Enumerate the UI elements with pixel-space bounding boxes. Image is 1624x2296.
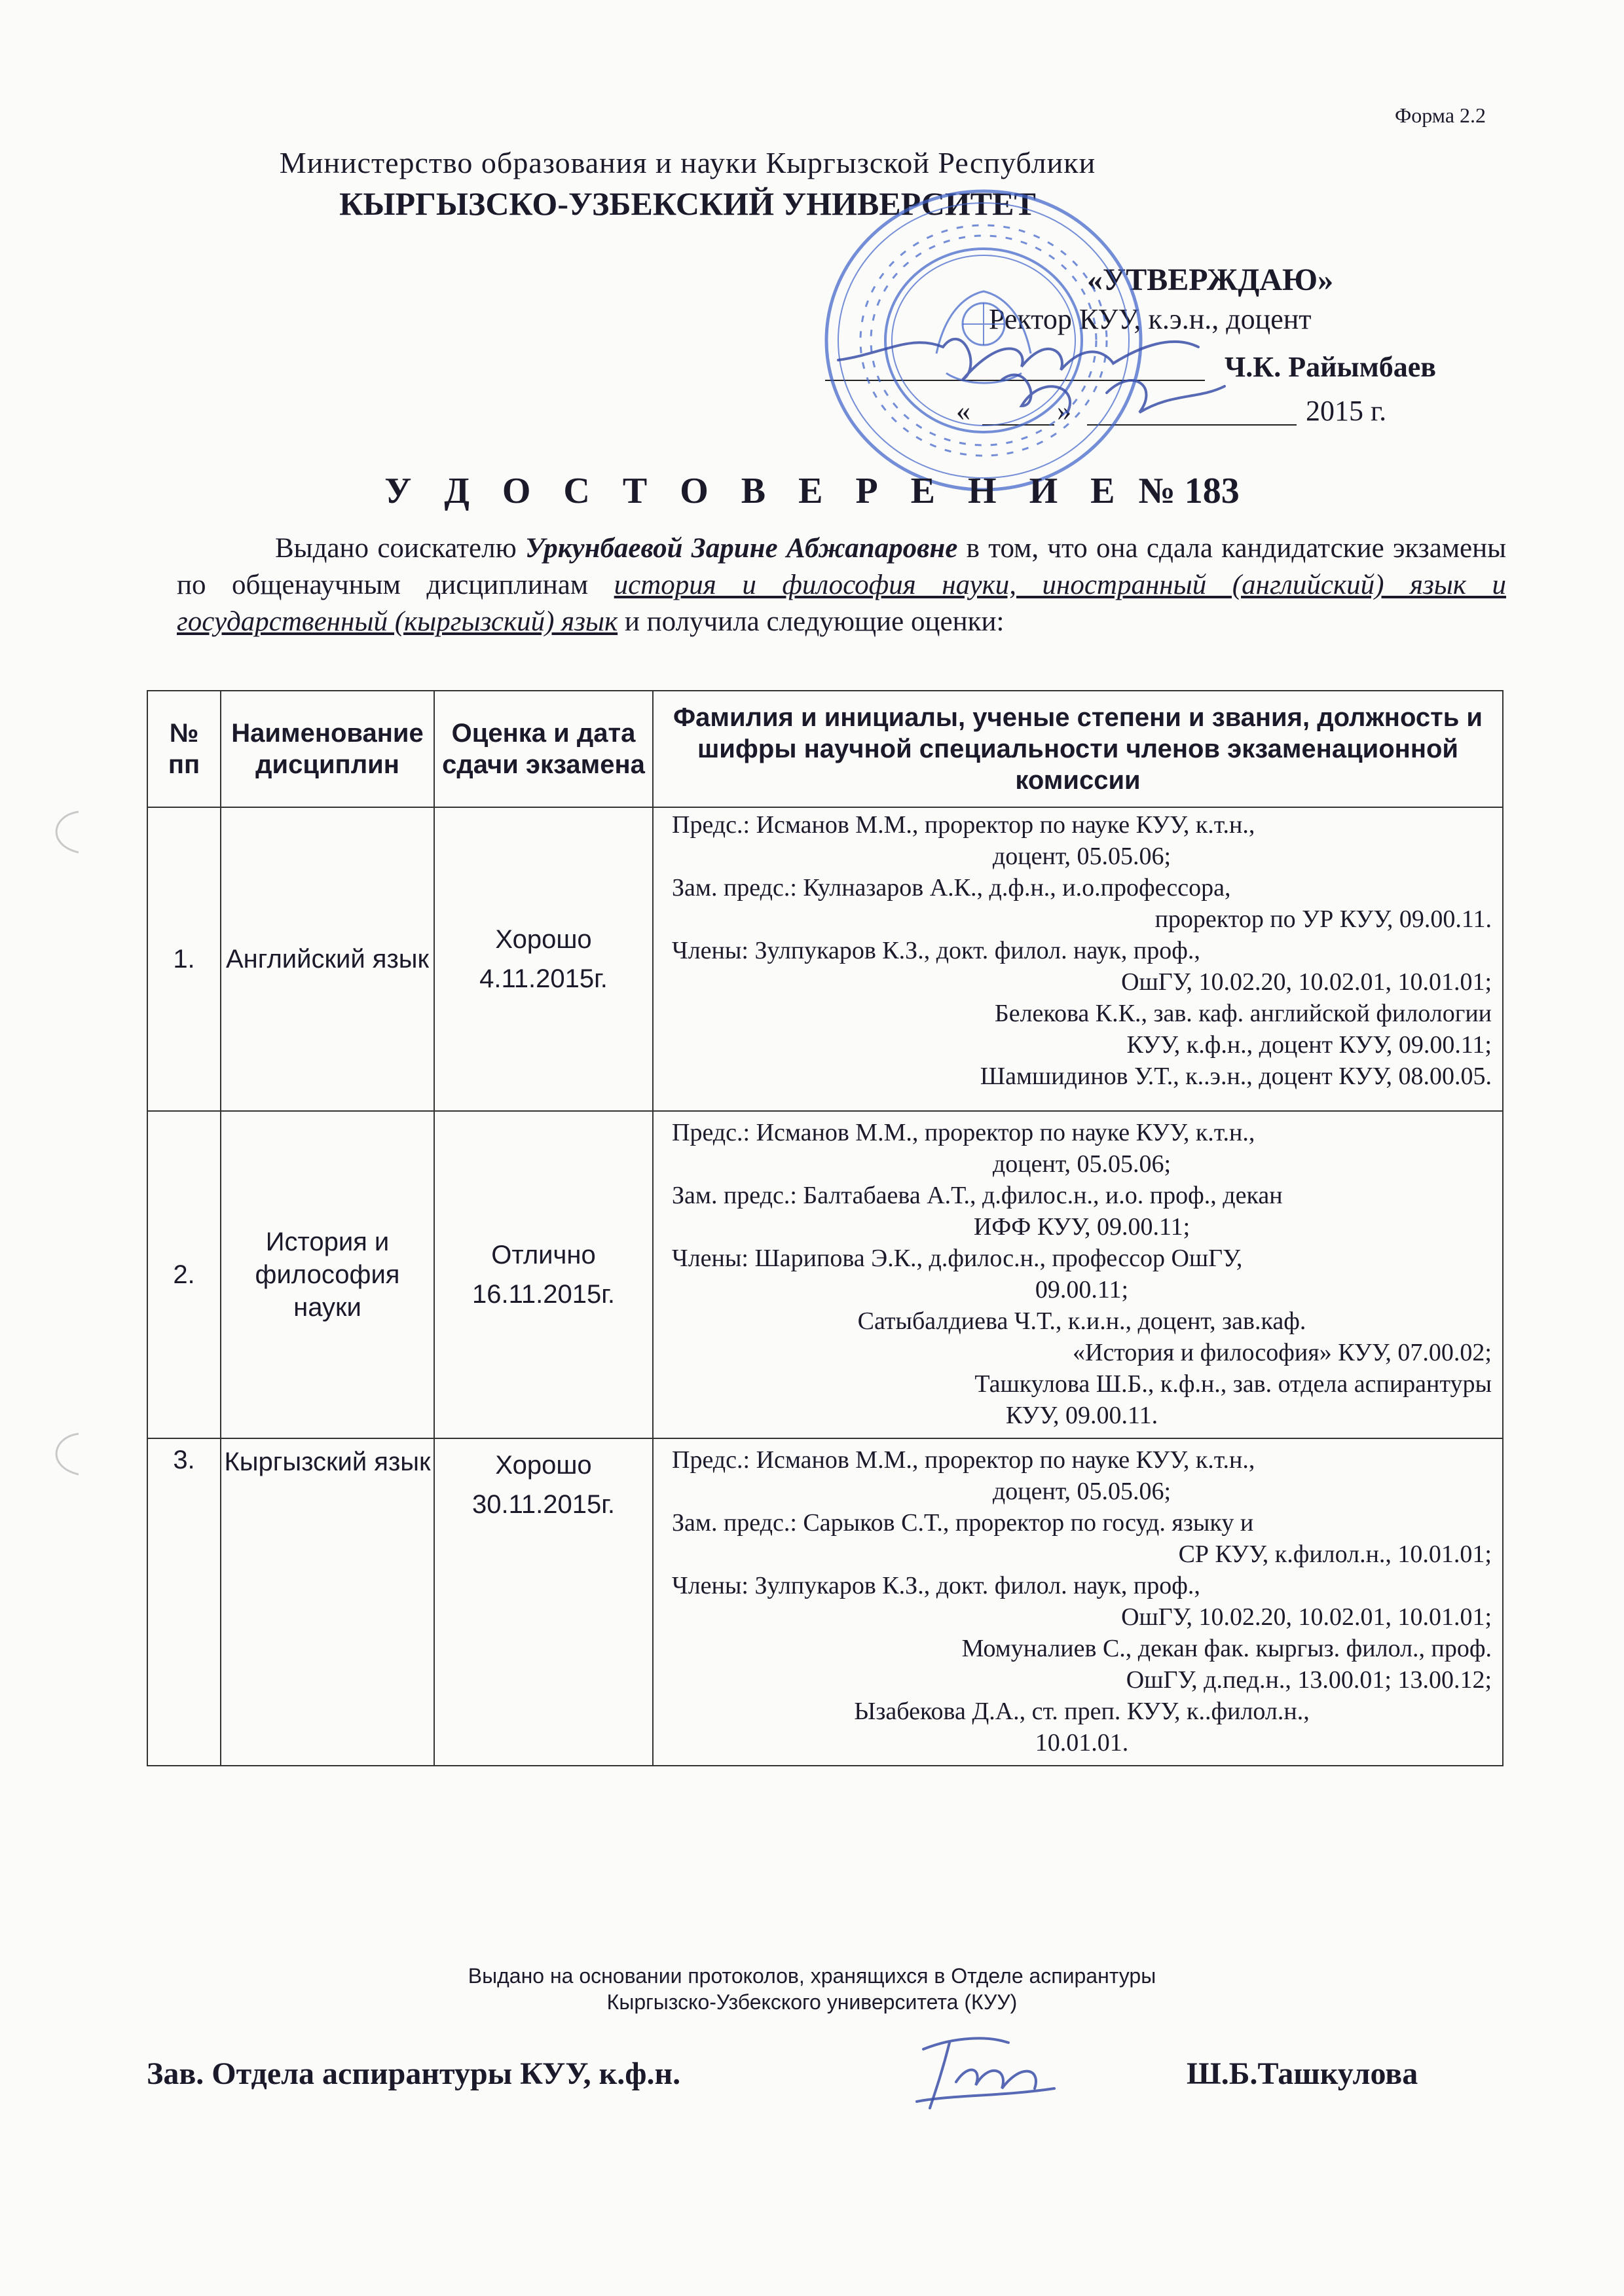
approve-label: «УТВЕРЖДАЮ» (1087, 263, 1334, 297)
intro-text: и получила следующие оценки: (618, 606, 1005, 637)
commission-line: доцент, 05.05.06; (992, 843, 1172, 870)
header-commission: Фамилия и инициалы, ученые степени и звания, должность и шифры научной специальности членов экзаменационной комиссии (653, 691, 1503, 807)
commission-line: Члены: Зулпукаров К.З., докт. филол. наук, проф., (672, 1572, 1200, 1599)
commission-line: Шамшидинов У.Т., к..э.н., доцент КУУ, 08.00.05. (980, 1063, 1492, 1090)
exam-date: 16.11.2015г. (471, 1280, 616, 1309)
commission-line: Ызабекова Д.А., ст. преп. КУУ, к..филол.н., (854, 1698, 1310, 1725)
certificate-title (0, 470, 1624, 512)
rector-title: Ректор КУУ, к.э.н., доцент (989, 303, 1312, 335)
date-close-quote: » (1057, 395, 1071, 427)
commission-line: Сатыбалдиева Ч.Т., к.и.н., доцент, зав.каф. (857, 1307, 1306, 1335)
candidate-name: Уркунбаевой Зарине Абжапаровне (525, 533, 958, 564)
grade-cell (434, 1438, 653, 1766)
form-number: Форма 2.2 (1395, 103, 1486, 127)
commission-line: СР КУУ, к.филол.н., 10.01.01; (1178, 1540, 1492, 1568)
rector-name: Ч.К. Райымбаев (1225, 351, 1437, 383)
table-row (147, 1438, 1503, 1766)
punch-hole-icon (39, 1427, 85, 1480)
footer-note-line1: Выдано на основании протоколов, хранящихся в Отделе аспирантуры (468, 1964, 1156, 1988)
commission-line: Предс.: Исманов М.М., проректор по науке КУУ, к.т.н., (672, 1446, 1255, 1474)
commission-cell (653, 1111, 1503, 1438)
footer-note-line2: Кыргызско-Узбекского университета (КУУ) (606, 1990, 1018, 2014)
intro-text: Выдано соискателю (275, 533, 526, 564)
table-header-row (147, 691, 1503, 807)
header-num: № пп (147, 691, 221, 807)
grade-cell (434, 807, 653, 1111)
certificate-title-text: У Д О С Т О В Е Р Е Н И Е (384, 471, 1127, 511)
punch-hole-icon (39, 805, 85, 858)
commission-line: КУУ, к.ф.н., доцент КУУ, 09.00.11; (1126, 1031, 1492, 1059)
date-open-quote: « (956, 395, 970, 427)
intro-text: в том, что она сдала кандидатские экзамены по общенаучным дисциплинам (177, 533, 1507, 600)
commission-line: ОшГУ, 10.02.20, 10.02.01, 10.01.01; (1121, 968, 1492, 996)
table-row (147, 1111, 1503, 1438)
commission-cell (653, 807, 1503, 1111)
disciplines-list: история и философия науки, иностранный (английский) язык и государственный (кыргызский) язык (177, 570, 1507, 637)
date-month-field (1087, 392, 1297, 426)
commission-line: 09.00.11; (1035, 1276, 1129, 1303)
table-row (147, 807, 1503, 1111)
commission-line: Зам. предс.: Балтабаева А.Т., д.филос.н., и.о. проф., декан (672, 1182, 1283, 1209)
commission-line: ИФФ КУУ, 09.00.11; (973, 1213, 1190, 1241)
grade-value: Отлично (491, 1241, 596, 1269)
commission-line: Белекова К.К., зав. каф. английской филологии (994, 1000, 1492, 1027)
commission-line: ОшГУ, 10.02.20, 10.02.01, 10.01.01; (1121, 1603, 1492, 1631)
discipline-cell (221, 1438, 434, 1766)
head-name: Ш.Б.Ташкулова (1187, 2056, 1418, 2091)
commission-cell (653, 1438, 1503, 1766)
commission-line: Момуналиев С., декан фак. кыргыз. филол., проф. (961, 1635, 1492, 1662)
head-title: Зав. Отдела аспирантуры КУУ, к.ф.н. (147, 2056, 681, 2091)
exam-date: 4.11.2015г. (479, 964, 608, 993)
row-number: 1. (147, 807, 221, 1111)
discipline-name: Английский язык (225, 945, 430, 974)
commission-line: ОшГУ, д.пед.н., 13.00.01; 13.00.12; (1126, 1666, 1492, 1694)
grades-table (147, 690, 1504, 1766)
commission-line: Зам. предс.: Кулназаров А.К., д.ф.н., и.о.профессора, (672, 874, 1231, 902)
commission-line: проректор по УР КУУ, 09.00.11. (1154, 905, 1492, 933)
ministry-name: Министерство образования и науки Кыргызской Республики (279, 146, 1096, 179)
commission-line: 10.01.01. (1035, 1729, 1129, 1757)
commission-line: Зам. предс.: Сарыков С.Т., проректор по госуд. языку и (672, 1509, 1254, 1537)
commission-line: Предс.: Исманов М.М., проректор по науке КУУ, к.т.н., (672, 1119, 1255, 1146)
grade-value: Хорошо (495, 1451, 592, 1480)
discipline-cell (221, 807, 434, 1111)
exam-date: 30.11.2015г. (471, 1490, 616, 1519)
commission-line: доцент, 05.05.06; (992, 1150, 1172, 1178)
date-day-field (982, 392, 1054, 426)
signature-icon (910, 2023, 1061, 2115)
commission-line: доцент, 05.05.06; (992, 1478, 1172, 1505)
row-number: 2. (147, 1111, 221, 1438)
header-grade: Оценка и дата сдачи экзамена (434, 691, 653, 807)
grade-value: Хорошо (495, 925, 592, 954)
date-year: 2015 г. (1306, 395, 1387, 427)
discipline-cell (221, 1111, 434, 1438)
certificate-number: № 183 (1138, 471, 1240, 511)
commission-line: Предс.: Исманов М.М., проректор по науке КУУ, к.т.н., (672, 811, 1255, 839)
discipline-name: Кыргызский язык (224, 1448, 431, 1476)
grade-cell (434, 1111, 653, 1438)
commission-line: КУУ, 09.00.11. (1005, 1402, 1158, 1429)
commission-line: Члены: Шарипова Э.К., д.филос.н., профессор ОшГУ, (672, 1245, 1243, 1272)
round-seal-icon (805, 183, 1172, 498)
header-discipline: Наименование дисциплин (221, 691, 434, 807)
signature-line (825, 380, 1205, 381)
commission-line: Ташкулова Ш.Б., к.ф.н., зав. отдела аспирантуры (974, 1370, 1492, 1398)
row-number: 3. (147, 1438, 221, 1766)
discipline-name: История и философия науки (255, 1228, 400, 1322)
commission-line: Члены: Зулпукаров К.З., докт. филол. наук, проф., (672, 937, 1200, 964)
university-name: КЫРГЫЗСКО-УЗБЕКСКИЙ УНИВЕРСИТЕТ (339, 185, 1036, 222)
commission-line: «История и философия» КУУ, 07.00.02; (1073, 1339, 1492, 1366)
intro-paragraph (177, 530, 1506, 640)
